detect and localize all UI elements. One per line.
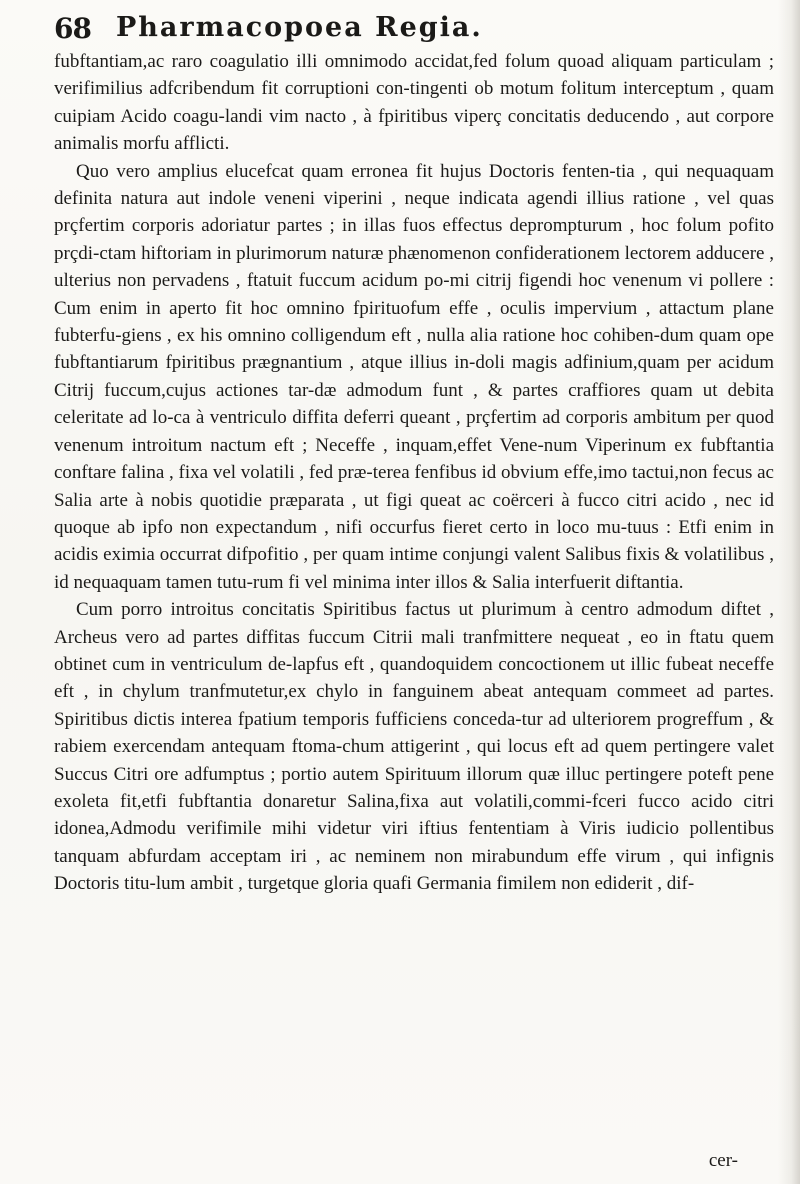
paragraph-spiritibus: Cum porro introitus concitatis Spiritibus factus ut plurimum à centro admodum diftet , Archeus vero ad partes diffitas fuccum Citrii mali tranfmittere nequeat , eo in ftatu quem obtinet cum in ventriculum de-lapfus eft , quandoquidem concoctionem ut illic fubeat neceffe eft , in chylum tranfmutetur,ex chylo in fanguinem abeat antequam commeet ad partes. Spiritibus dictis interea fpatium temporis fufficiens conceda-tur ad ulteriorem progreffum , & rabiem exercendam antequam ftoma-chum attigerint , qui locus eft ad quem pertingere valet Succus Citri ore adfumptus ; portio autem Spirituum illorum quæ illuc pertingere poteft pene exoleta fit,etfi fubftantia donaretur Salina,fixa aut volatili,commi-fceri fucco acido citri idonea,Admodu verifimile mihi videtur viri iftius fententiam à Viris iudicio pollentibus tanquam abfurdam acceptam iri , ac neminem non mirabundum effe virum , qui infignis Doctoris titu-lum ambit , turgetque gloria quafi Germania fimilem non ediderit , dif-	[54, 599, 774, 895]
running-head: Pharmacopoea Regia.	[116, 12, 483, 43]
paragraph-continuation: fubftantiam,ac raro coagulatio illi omnimodo accidat,fed folum quoad aliquam particulam ; verifimilius adfcribendum fit corruptioni con-tingenti ob motum folitum interceptum , quam cuipiam Acido coagu-landi vim nacto , à fpiritibus viperç concitatis deducendo , aut corpore animalis morfu afflicti.	[54, 51, 774, 155]
page-edge-shadow	[778, 0, 800, 1184]
paragraph-doctor-opinion: Quo vero amplius elucefcat quam erronea fit hujus Doctoris fenten-tia , qui nequaquam definita natura aut indole veneni viperini , neque indicata agendi illius ratione , vel quas prçfertim corporis adoriatur partes ; in illas fuos effectus deprompturum , hoc folum pofito prçdi-ctam hiftoriam in plurimorum naturæ phænomenon confiderationem lectorem adducere , ulterius non pervadens , ftatuit fuccum acidum po-mi citrij figendi hoc venenum vi pollere : Cum enim in aperto fit hoc omnino fpirituofum effe , oculis impervium , attactum plane fubterfu-giens , ex his omnino colligendum eft , nulla alia ratione hoc cohiben-dum quam ope fubftantiarum fpiritibus prægnantium , atque illius in-doli magis adfinium,quam per acidum Citrij fuccum,cujus actiones tar-dæ admodum funt , & partes craffiores quam ut debita celeritate ad lo-ca à ventriculo diffita deferri queant , prçfertim ad corporis ambitum per quod venenum introitum nactum eft ; Neceffe , inquam,effet Vene-num Viperinum ex fubftantia conftare falina , fixa vel volatili , fed præ-terea fenfibus id obvium effe,imo tactui,non fecus ac Salia arte à nobis quotidie præparata , ut figi queat ac coërceri à fucco citri acido , nec id quoque ab ipfo non expectandum , nifi occurfus fieret certo in loco mu-tuus : Etfi enim in acidis eximia occurrat difpofitio , per quam intime conjungi valent Salibus fixis & volatilibus , id nequaquam tamen tutu-rum fi vel minima inter illos & Salia interfuerit diftantia.	[54, 160, 774, 593]
catchword: cer-	[708, 1150, 738, 1171]
body-text	[54, 48, 774, 898]
page-header	[54, 6, 774, 50]
page-number: 68	[54, 12, 91, 45]
